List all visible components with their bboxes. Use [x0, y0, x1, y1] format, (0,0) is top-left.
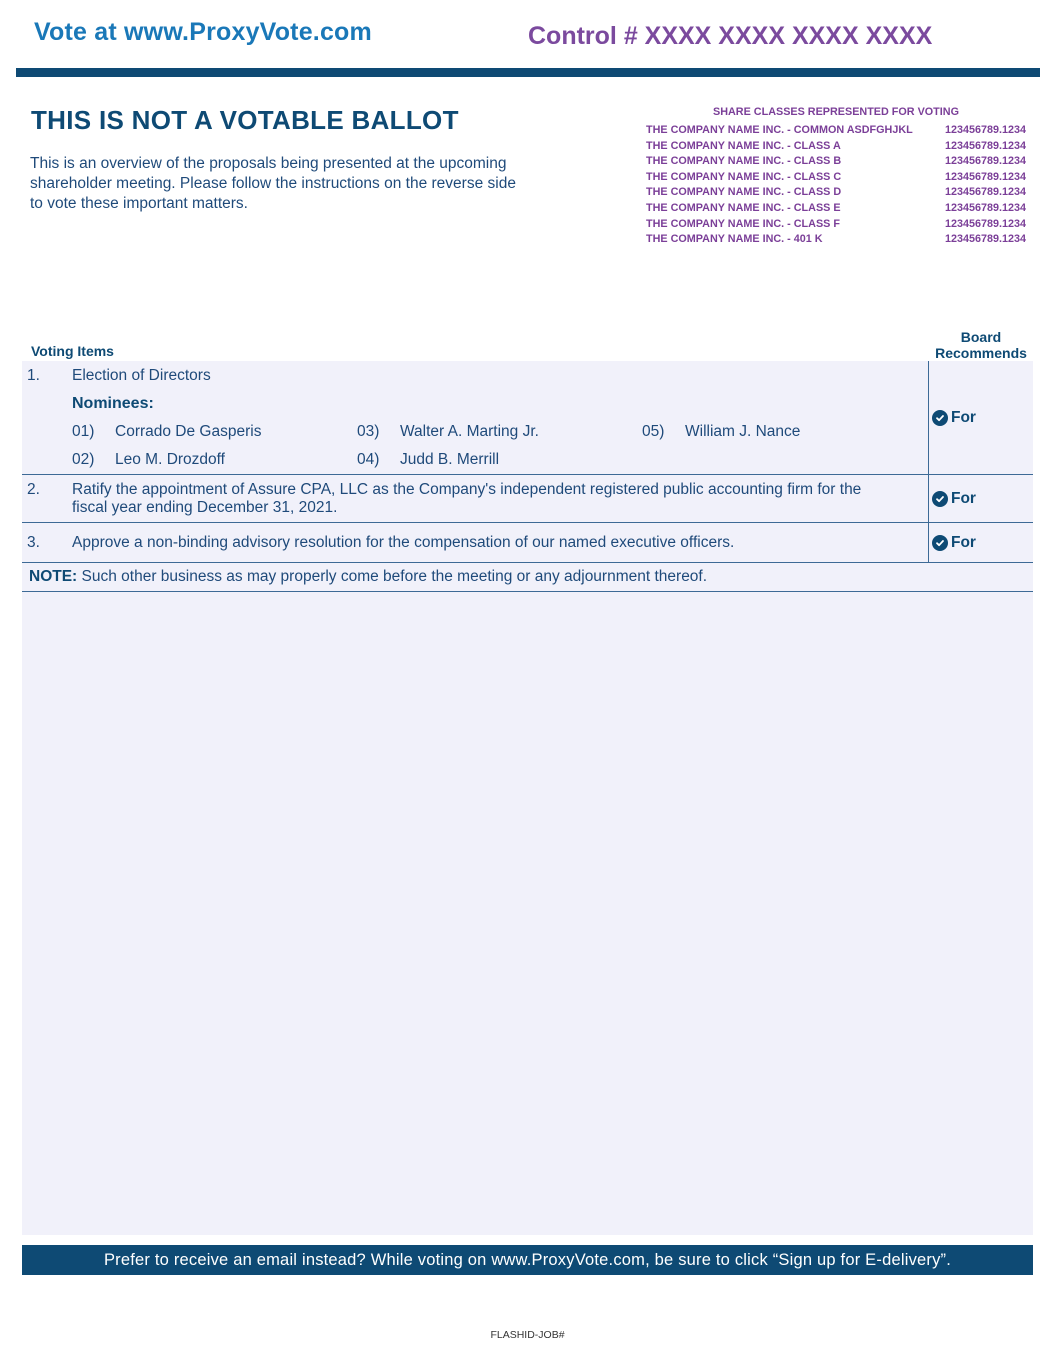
- share-classes-box: [646, 106, 1026, 248]
- share-class-amount: 123456789.1234: [944, 186, 1026, 199]
- check-circle-icon: [932, 410, 948, 426]
- item-text-line: fiscal year ending December 31, 2021.: [72, 499, 338, 516]
- recommends-label-line: Recommends: [935, 345, 1027, 361]
- recommendation-label: For: [951, 490, 976, 507]
- share-class-row: [646, 185, 1026, 201]
- share-class-amount: 123456789.1234: [944, 201, 1026, 214]
- vote-url-heading: Vote at www.ProxyVote.com: [34, 18, 372, 46]
- nominee-number: 04): [357, 451, 380, 468]
- board-recommendation: [932, 409, 1032, 427]
- recommendation-label: For: [951, 534, 976, 551]
- nominee-number: 03): [357, 423, 380, 440]
- share-class-name: THE COMPANY NAME INC. - CLASS B: [646, 155, 842, 168]
- item-number: 2.: [27, 481, 40, 498]
- row-divider: [22, 591, 1033, 592]
- item-text: Election of Directors: [72, 367, 211, 384]
- share-class-row: [646, 170, 1026, 186]
- share-class-name: THE COMPANY NAME INC. - CLASS C: [646, 170, 842, 183]
- recommendation-label: For: [951, 409, 976, 426]
- item-text: [72, 481, 861, 517]
- note-body: Such other business as may properly come before the meeting or any adjournment thereof.: [81, 568, 708, 585]
- share-class-amount: 123456789.1234: [944, 139, 1026, 152]
- share-class-amount: 123456789.1234: [944, 155, 1026, 168]
- check-circle-icon: [932, 535, 948, 551]
- share-class-row: [646, 154, 1026, 170]
- row-divider: [22, 562, 1033, 563]
- share-class-row: [646, 139, 1026, 155]
- share-class-amount: 123456789.1234: [944, 170, 1026, 183]
- share-class-name: THE COMPANY NAME INC. - COMMON ASDFGHJKL: [646, 124, 913, 136]
- header-divider: [16, 68, 1040, 77]
- item-number: 1.: [27, 367, 40, 384]
- note-label: NOTE:: [29, 568, 78, 585]
- share-class-name: THE COMPANY NAME INC. - CLASS A: [646, 139, 841, 152]
- note-text: [29, 568, 707, 586]
- voting-items-heading: Voting Items: [31, 343, 114, 359]
- item-text: Approve a non-binding advisory resolution for the compensation of our named executive officers.: [72, 534, 735, 551]
- nominee-number: 02): [72, 451, 95, 468]
- recommendation-column-divider: [928, 361, 929, 562]
- nominee-name: Walter A. Marting Jr.: [400, 423, 539, 440]
- board-recommendation: [932, 490, 1032, 508]
- row-divider: [22, 474, 1033, 475]
- share-class-row: [646, 201, 1026, 217]
- nominee-name: Judd B. Merrill: [400, 451, 500, 468]
- share-class-name: THE COMPANY NAME INC. - 401 K: [646, 233, 823, 246]
- intro-text: This is an overview of the proposals being presented at the upcoming shareholder meeting. Please follow the instructions on the reverse side to vote these important matters.: [30, 155, 516, 212]
- share-class-name: THE COMPANY NAME INC. - CLASS F: [646, 217, 840, 230]
- share-class-amount: 123456789.1234: [944, 124, 1026, 136]
- share-class-row: [646, 217, 1026, 233]
- board-recommendation: [932, 534, 1032, 552]
- page-title: THIS IS NOT A VOTABLE BALLOT: [31, 105, 459, 135]
- share-class-name: THE COMPANY NAME INC. - CLASS E: [646, 201, 841, 214]
- control-number: Control # XXXX XXXX XXXX XXXX: [528, 22, 933, 50]
- share-class-amount: 123456789.1234: [944, 233, 1026, 246]
- item-text-line: Ratify the appointment of Assure CPA, LLC as the Company's independent registered public accounting firm for the: [72, 481, 862, 498]
- nominees-label: Nominees:: [72, 395, 154, 412]
- board-label-line: Board: [960, 329, 1002, 345]
- share-class-row: [646, 123, 1026, 139]
- check-circle-icon: [932, 491, 948, 507]
- nominee-name: William J. Nance: [685, 423, 801, 440]
- e-delivery-banner: Prefer to receive an email instead? While voting on www.ProxyVote.com, be sure to click “Sign up for E-delivery”.: [22, 1245, 1033, 1275]
- share-classes-title: SHARE CLASSES REPRESENTED FOR VOTING: [713, 106, 959, 118]
- board-recommends-heading: [930, 329, 1032, 361]
- row-divider: [22, 522, 1033, 523]
- nominee-name: Corrado De Gasperis: [115, 423, 262, 440]
- share-class-name: THE COMPANY NAME INC. - CLASS D: [646, 186, 842, 199]
- share-class-amount: 123456789.1234: [944, 217, 1026, 230]
- nominee-name: Leo M. Drozdoff: [115, 451, 225, 468]
- flash-id: FLASHID-JOB#: [490, 1329, 565, 1341]
- share-class-row: [646, 232, 1026, 248]
- item-number: 3.: [27, 534, 40, 551]
- nominee-number: 05): [642, 423, 665, 440]
- nominee-number: 01): [72, 423, 95, 440]
